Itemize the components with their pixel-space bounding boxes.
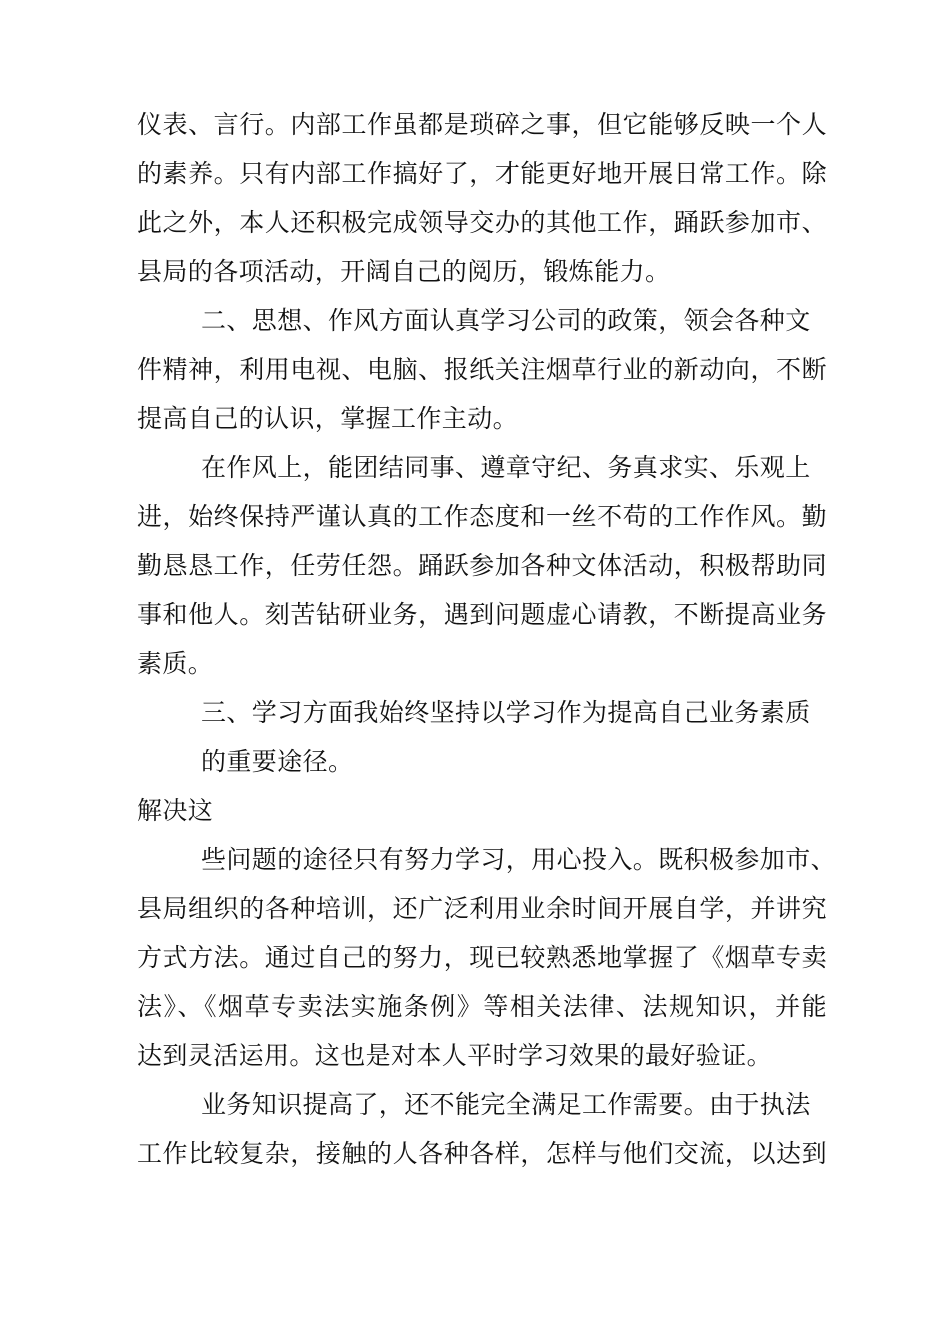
text-line: 解决这 <box>137 796 214 825</box>
text-line: 事和他人。刻苦钻研业务，遇到问题虚心请教，不断提高业务 <box>137 600 827 629</box>
text-line: 方式方法。通过自己的努力，现已较熟悉地掌握了《烟草专卖 <box>137 943 827 972</box>
text-line: 的重要途径。 <box>201 747 354 776</box>
text-line: 工作比较复杂，接触的人各种各样，怎样与他们交流，以达到 <box>137 1139 827 1168</box>
text-line: 勤恳恳工作，任劳任怨。踊跃参加各种文体活动，积极帮助同 <box>137 551 827 580</box>
document-body <box>137 100 837 1178</box>
text-line: 素质。 <box>137 649 214 678</box>
text-line: 县局的各项活动，开阔自己的阅历，锻炼能力。 <box>137 257 671 286</box>
text-line: 此之外，本人还积极完成领导交办的其他工作，踊跃参加市、 <box>137 208 827 237</box>
paragraph-start: 些问题的途径只有努力学习，用心投入。既积极参加市、 <box>201 845 837 874</box>
section-heading-3: 三、学习方面我始终坚持以学习作为提高自己业务素质 <box>201 698 811 727</box>
paragraph-start: 在作风上，能团结同事、遵章守纪、务真求实、乐观上 <box>201 453 811 482</box>
text-line: 提高自己的认识，掌握工作主动。 <box>137 404 519 433</box>
text-line: 进，始终保持严谨认真的工作态度和一丝不苟的工作作风。勤 <box>137 502 827 531</box>
text-line: 法》、《烟草专卖法实施条例》等相关法律、法规知识，并能 <box>137 992 827 1021</box>
section-heading-2: 二、思想、作风方面认真学习公司的政策，领会各种文 <box>201 306 811 335</box>
text-line: 的素养。只有内部工作搞好了，才能更好地开展日常工作。除 <box>137 159 827 188</box>
text-line: 县局组织的各种培训，还广泛利用业余时间开展自学，并讲究 <box>137 894 827 923</box>
text-line: 达到灵活运用。这也是对本人平时学习效果的最好验证。 <box>137 1041 773 1070</box>
text-line: 仪表、言行。内部工作虽都是琐碎之事，但它能够反映一个人 <box>137 110 827 139</box>
paragraph-start: 业务知识提高了，还不能完全满足工作需要。由于执法 <box>201 1090 811 1119</box>
text-line: 件精神，利用电视、电脑、报纸关注烟草行业的新动向，不断 <box>137 355 827 384</box>
